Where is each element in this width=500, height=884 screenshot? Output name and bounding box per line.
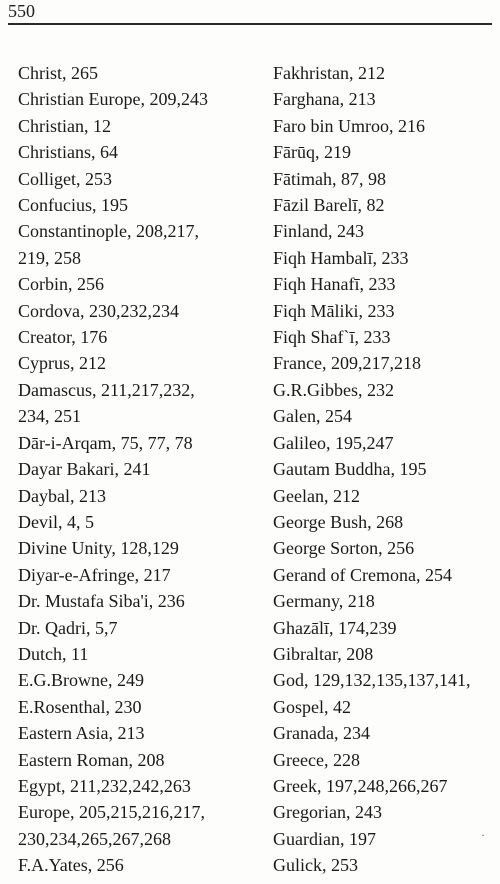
- index-entry: Gospel, 42: [273, 696, 351, 717]
- index-entry: Guardian, 197: [273, 828, 376, 849]
- index-entry: Geelan, 212: [273, 485, 360, 506]
- index-entry: Galileo, 195,247: [273, 432, 394, 453]
- index-column-left: [18, 60, 268, 879]
- index-entry: Diyar-e-Afringe, 217: [18, 564, 171, 585]
- index-entry: Cyprus, 212: [18, 353, 107, 374]
- index-entry: F.A.Yates, 256: [18, 855, 124, 876]
- index-entry: Gerand of Cremona, 254: [273, 564, 452, 585]
- index-entry: Egypt, 211,232,242,263: [18, 775, 191, 796]
- index-entry: Damascus, 211,217,232,: [18, 379, 195, 400]
- index-entry: Germany, 218: [273, 591, 375, 612]
- index-entry: Eastern Roman, 208: [18, 749, 165, 770]
- index-entry: Devil, 4, 5: [18, 511, 94, 532]
- index-entry: Eastern Asia, 213: [18, 723, 145, 744]
- index-entry: Christians, 64: [18, 142, 119, 163]
- index-entry: Dayar Bakari, 241: [18, 459, 151, 480]
- index-column-right: [273, 60, 500, 879]
- index-entry: Gibraltar, 208: [273, 643, 374, 664]
- index-entry: Fakhristan, 212: [273, 63, 385, 83]
- index-entry: Granada, 234: [273, 723, 370, 744]
- index-entry: E.Rosenthal, 230: [18, 696, 142, 717]
- index-entry: Dutch, 11: [18, 643, 89, 664]
- index-entry: Creator, 176: [18, 327, 108, 348]
- index-entry: Farghana, 213: [273, 89, 376, 110]
- index-entry: Greece, 228: [273, 749, 360, 770]
- index-entry: Colliget, 253: [18, 168, 112, 189]
- index-entry: God, 129,132,135,137,141,: [273, 670, 471, 691]
- index-entry: E.G.Browne, 249: [18, 670, 144, 691]
- index-entry: Divine Unity, 128,129: [18, 538, 179, 559]
- index-entry: George Bush, 268: [273, 511, 404, 532]
- index-entry: Constantinople, 208,217,: [18, 221, 199, 242]
- header-rule: [8, 23, 492, 25]
- index-entry: Dr. Qadri, 5,7: [18, 617, 118, 638]
- index-entry: Dr. Mustafa Siba'i, 236: [18, 591, 185, 612]
- index-entry: Christian, 12: [18, 115, 111, 136]
- index-entry: Fiqh Māliki, 233: [273, 300, 395, 321]
- index-entry: G.R.Gibbes, 232: [273, 379, 394, 400]
- index-entry: Europe, 205,215,216,217,: [18, 802, 205, 823]
- index-entry: Gregorian, 243: [273, 802, 382, 823]
- index-entry: Fāzil Barelī, 82: [273, 195, 385, 216]
- index-entry: Greek, 197,248,266,267: [273, 775, 448, 796]
- index-entry: Dār-i-Arqam, 75, 77, 78: [18, 432, 193, 453]
- index-entry: 230,234,265,267,268: [18, 828, 171, 849]
- index-entry: Fiqh Hanafī, 233: [273, 274, 396, 295]
- index-entry: Gulick, 253: [273, 855, 358, 876]
- index-entry: Ghazālī, 174,239: [273, 617, 397, 638]
- index-entry: George Sorton, 256: [273, 538, 415, 559]
- scan-mark: ·: [481, 828, 485, 842]
- index-entry: Fiqh Hambalī, 233: [273, 247, 409, 268]
- index-entry: 219, 258: [18, 247, 81, 268]
- index-entry: France, 209,217,218: [273, 353, 421, 374]
- index-entry: Gautam Buddha, 195: [273, 459, 427, 480]
- index-entry: 234, 251: [18, 406, 81, 427]
- index-entry: Fātimah, 87, 98: [273, 168, 386, 189]
- page-number: 550: [8, 1, 35, 21]
- index-entry: Fiqh Shaf`ī, 233: [273, 327, 391, 348]
- index-entry: Corbin, 256: [18, 274, 105, 295]
- index-entry: Daybal, 213: [18, 485, 106, 506]
- index-entry: Cordova, 230,232,234: [18, 300, 179, 321]
- index-entry: Christian Europe, 209,243: [18, 89, 208, 110]
- index-entry: Faro bin Umroo, 216: [273, 115, 425, 136]
- index-entry: Finland, 243: [273, 221, 365, 242]
- index-entry: Fārūq, 219: [273, 142, 351, 163]
- index-entry: Confucius, 195: [18, 195, 128, 216]
- index-entry: Galen, 254: [273, 406, 352, 427]
- index-entry: Christ, 265: [18, 63, 99, 83]
